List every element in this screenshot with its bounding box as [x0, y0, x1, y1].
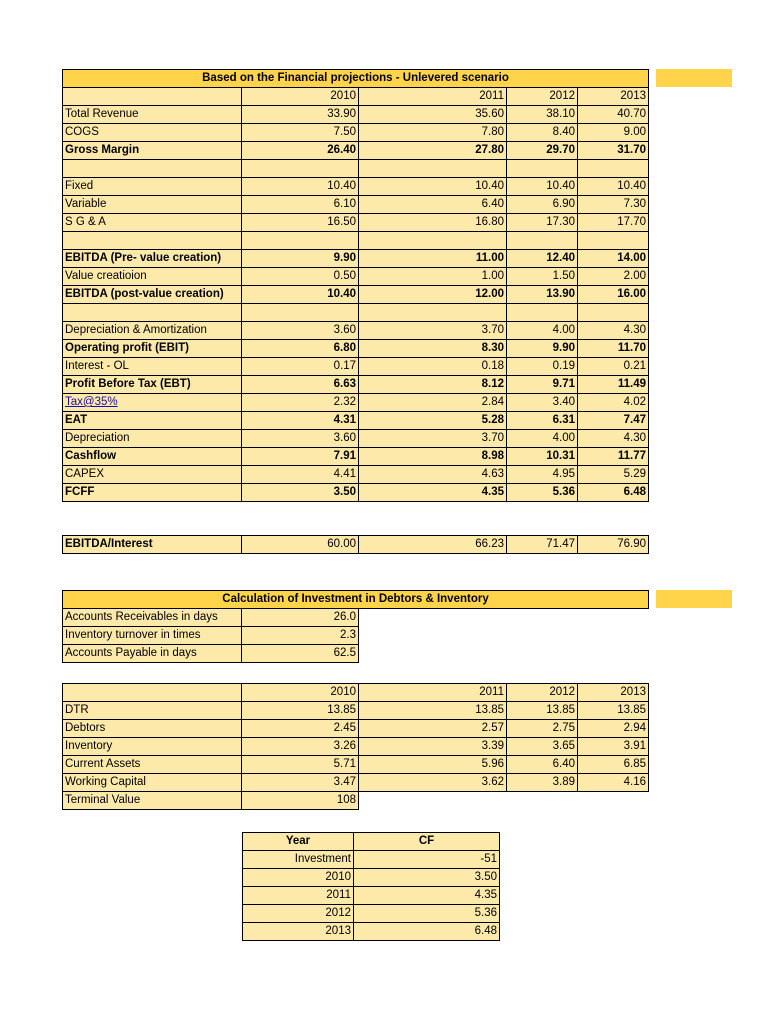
cell-value: 6.10: [242, 196, 359, 214]
cell-value: 29.70: [507, 142, 578, 160]
table-row: [63, 720, 649, 738]
year-header: 2011: [359, 88, 507, 106]
cell-value: 5.29: [578, 466, 649, 484]
row-label: Operating profit (EBIT): [63, 340, 242, 358]
param-label: Inventory turnover in times: [63, 627, 242, 645]
table-row: [243, 887, 500, 905]
cell-value: 17.70: [578, 214, 649, 232]
cell-value: 60.00: [242, 536, 359, 554]
row-label: Current Assets: [63, 756, 242, 774]
param-value: 26.0: [242, 609, 359, 627]
year-header: 2010: [242, 684, 359, 702]
row-label: S G & A: [63, 214, 242, 232]
cell-value: 33.90: [242, 106, 359, 124]
spacer-row: [63, 304, 649, 322]
row-label: EBITDA (Pre- value creation): [63, 250, 242, 268]
cell-value: 3.65: [507, 738, 578, 756]
row-label: Variable: [63, 196, 242, 214]
cell-value: 9.90: [242, 250, 359, 268]
cell-value: 3.60: [242, 430, 359, 448]
cell-value: 11.00: [359, 250, 507, 268]
ratio-table: [62, 535, 649, 554]
param-value: 2.3: [242, 627, 359, 645]
cashflow-header: [243, 833, 500, 851]
param-label: Accounts Payable in days: [63, 645, 242, 663]
table-row: [63, 774, 649, 792]
cell-value: 4.02: [578, 394, 649, 412]
empty-cell: [242, 304, 359, 322]
year-header-blank: [63, 684, 242, 702]
table-row: [63, 412, 649, 430]
projections-year-header: [63, 88, 649, 106]
cell-value: 13.85: [359, 702, 507, 720]
cell-value: 0.19: [507, 358, 578, 376]
year-header: 2011: [359, 684, 507, 702]
cell-value: 8.12: [359, 376, 507, 394]
cell-value: 5.36: [507, 484, 578, 502]
cell-value: 3.62: [359, 774, 507, 792]
cell-value: 11.49: [578, 376, 649, 394]
cell-value: 4.00: [507, 322, 578, 340]
row-label: CAPEX: [63, 466, 242, 484]
cell-value: 6.40: [359, 196, 507, 214]
cell-value: 3.26: [242, 738, 359, 756]
header-cf: CF: [354, 833, 500, 851]
table-row: [63, 466, 649, 484]
table-row: [63, 448, 649, 466]
cell-value: 12.40: [507, 250, 578, 268]
table-row: [63, 250, 649, 268]
cell-value: 3.40: [507, 394, 578, 412]
cell-value: 13.85: [507, 702, 578, 720]
row-label: Profit Before Tax (EBT): [63, 376, 242, 394]
cell-value: 6.31: [507, 412, 578, 430]
cell-value: 10.40: [359, 178, 507, 196]
projections-title: Based on the Financial projections - Unlevered scenario: [63, 70, 649, 88]
empty-cell: [578, 160, 649, 178]
cell-value: 1.00: [359, 268, 507, 286]
table-row: [63, 106, 649, 124]
row-label: Inventory: [63, 738, 242, 756]
cell-value: 2.94: [578, 720, 649, 738]
cell-value: 13.85: [578, 702, 649, 720]
cell-value: 4.00: [507, 430, 578, 448]
cell-value: 14.00: [578, 250, 649, 268]
cell-value: 3.39: [359, 738, 507, 756]
working-capital-block: [62, 683, 649, 810]
cell-value: 4.95: [507, 466, 578, 484]
investment-block: [62, 590, 649, 663]
cell-value: 10.40: [507, 178, 578, 196]
empty-cell: [242, 160, 359, 178]
row-label: DTR: [63, 702, 242, 720]
ratio-block: [62, 535, 649, 554]
year-header: 2012: [507, 684, 578, 702]
cell-value: 3.70: [359, 430, 507, 448]
table-row: [63, 627, 359, 645]
cell-value: 7.47: [578, 412, 649, 430]
empty-cell: [578, 232, 649, 250]
cell-value: 0.17: [242, 358, 359, 376]
table-row: [63, 268, 649, 286]
cell-value: 0.21: [578, 358, 649, 376]
cell-value: 12.00: [359, 286, 507, 304]
cf-year: Investment: [243, 851, 354, 869]
cell-value: 2.32: [242, 394, 359, 412]
cell-value: 10.40: [242, 286, 359, 304]
spacer-row: [63, 160, 649, 178]
title-bar-extension: [656, 69, 732, 87]
row-label: EBITDA/Interest: [63, 536, 242, 554]
cell-value: 4.63: [359, 466, 507, 484]
table-row: [63, 178, 649, 196]
cell-value: 4.30: [578, 430, 649, 448]
cf-value: 5.36: [354, 905, 500, 923]
cell-value: 10.40: [578, 178, 649, 196]
cf-value: 6.48: [354, 923, 500, 941]
table-row: [63, 645, 359, 663]
header-year: Year: [243, 833, 354, 851]
row-label: FCFF: [63, 484, 242, 502]
empty-cell: [242, 232, 359, 250]
cell-value: 108: [242, 792, 359, 810]
table-row: [63, 609, 359, 627]
cell-value: 9.90: [507, 340, 578, 358]
year-header: 2012: [507, 88, 578, 106]
cell-value: 4.41: [242, 466, 359, 484]
empty-cell: [359, 232, 507, 250]
cell-value: 6.63: [242, 376, 359, 394]
row-label: Interest - OL: [63, 358, 242, 376]
tax-link[interactable]: Tax@35%: [65, 396, 118, 408]
year-header: 2013: [578, 88, 649, 106]
table-row: [243, 905, 500, 923]
table-row: [243, 851, 500, 869]
cell-value: 0.50: [242, 268, 359, 286]
cell-value: 3.60: [242, 322, 359, 340]
cell-value: 17.30: [507, 214, 578, 232]
cell-value: 5.71: [242, 756, 359, 774]
cell-value: 31.70: [578, 142, 649, 160]
projections-table: [62, 69, 649, 502]
row-label: EAT: [63, 412, 242, 430]
empty-cell: [578, 304, 649, 322]
cell-value: 4.31: [242, 412, 359, 430]
table-row: [63, 142, 649, 160]
cell-value: 71.47: [507, 536, 578, 554]
table-row: [63, 124, 649, 142]
cell-value: 6.80: [242, 340, 359, 358]
cell-value: 11.77: [578, 448, 649, 466]
cell-value: 13.90: [507, 286, 578, 304]
cf-year: 2013: [243, 923, 354, 941]
cell-value: 4.30: [578, 322, 649, 340]
cell-value: 16.00: [578, 286, 649, 304]
row-label: [63, 394, 242, 412]
table-row: [243, 923, 500, 941]
cell-value: 9.71: [507, 376, 578, 394]
title-bar-extension-2: [656, 590, 732, 608]
table-row: [63, 484, 649, 502]
cell-value: 8.98: [359, 448, 507, 466]
cell-value: 8.40: [507, 124, 578, 142]
table-row: [63, 738, 649, 756]
cashflow-table: [242, 832, 500, 941]
year-header-blank: [63, 88, 242, 106]
cell-value: 2.45: [242, 720, 359, 738]
empty-cell: [63, 232, 242, 250]
cell-value: 38.10: [507, 106, 578, 124]
table-row: [63, 340, 649, 358]
wc-year-header: [63, 684, 649, 702]
row-label: Cashflow: [63, 448, 242, 466]
cell-value: 7.80: [359, 124, 507, 142]
cell-value: 4.35: [359, 484, 507, 502]
cell-value: 7.30: [578, 196, 649, 214]
cell-value: 40.70: [578, 106, 649, 124]
cf-value: 4.35: [354, 887, 500, 905]
cell-value: 76.90: [578, 536, 649, 554]
cell-value: 0.18: [359, 358, 507, 376]
param-label: Accounts Receivables in days: [63, 609, 242, 627]
cell-value: 10.40: [242, 178, 359, 196]
table-row: [63, 286, 649, 304]
table-row: [63, 792, 649, 810]
cell-value: 66.23: [359, 536, 507, 554]
investment-params-table: [62, 590, 649, 609]
cell-value: 3.47: [242, 774, 359, 792]
cf-value: 3.50: [354, 869, 500, 887]
cell-value: 2.75: [507, 720, 578, 738]
row-label: COGS: [63, 124, 242, 142]
cell-value: 3.91: [578, 738, 649, 756]
cell-value: 6.90: [507, 196, 578, 214]
cf-value: -51: [354, 851, 500, 869]
cell-value: 5.96: [359, 756, 507, 774]
cell-value: 2.84: [359, 394, 507, 412]
cell-value: 1.50: [507, 268, 578, 286]
row-label: Gross Margin: [63, 142, 242, 160]
cell-value: 13.85: [242, 702, 359, 720]
cell-value: 3.50: [242, 484, 359, 502]
cell-value: 5.28: [359, 412, 507, 430]
table-row: [63, 376, 649, 394]
row-label: Depreciation & Amortization: [63, 322, 242, 340]
table-row: [63, 702, 649, 720]
year-header: 2013: [578, 684, 649, 702]
empty-cell: [359, 792, 649, 810]
cell-value: 6.85: [578, 756, 649, 774]
cf-year: 2012: [243, 905, 354, 923]
cell-value: 16.80: [359, 214, 507, 232]
table-row: [63, 214, 649, 232]
table-row: [63, 322, 649, 340]
row-label: Terminal Value: [63, 792, 242, 810]
row-label: Value creatioion: [63, 268, 242, 286]
cell-value: 7.91: [242, 448, 359, 466]
row-label: Working Capital: [63, 774, 242, 792]
table-row: [63, 536, 649, 554]
cell-value: 27.80: [359, 142, 507, 160]
cell-value: 2.57: [359, 720, 507, 738]
table-row: [243, 869, 500, 887]
cashflow-block: [242, 832, 500, 941]
empty-cell: [63, 160, 242, 178]
row-label: Depreciation: [63, 430, 242, 448]
empty-cell: [507, 160, 578, 178]
spacer-row: [63, 232, 649, 250]
cf-year: 2010: [243, 869, 354, 887]
cell-value: 8.30: [359, 340, 507, 358]
cell-value: 3.89: [507, 774, 578, 792]
cell-value: 7.50: [242, 124, 359, 142]
cell-value: 16.50: [242, 214, 359, 232]
empty-cell: [359, 304, 507, 322]
working-capital-table: [62, 683, 649, 810]
cell-value: 3.70: [359, 322, 507, 340]
table-row: [63, 196, 649, 214]
empty-cell: [359, 160, 507, 178]
row-label: Total Revenue: [63, 106, 242, 124]
cell-value: 26.40: [242, 142, 359, 160]
cell-value: 2.00: [578, 268, 649, 286]
cell-value: 6.40: [507, 756, 578, 774]
row-label: EBITDA (post-value creation): [63, 286, 242, 304]
cell-value: 6.48: [578, 484, 649, 502]
empty-cell: [507, 232, 578, 250]
empty-cell: [507, 304, 578, 322]
row-label: Debtors: [63, 720, 242, 738]
cf-year: 2011: [243, 887, 354, 905]
param-value: 62.5: [242, 645, 359, 663]
row-label: Fixed: [63, 178, 242, 196]
year-header: 2010: [242, 88, 359, 106]
table-row: [63, 430, 649, 448]
cell-value: 4.16: [578, 774, 649, 792]
cell-value: 10.31: [507, 448, 578, 466]
investment-params: [62, 608, 359, 663]
cell-value: 35.60: [359, 106, 507, 124]
table-row: [63, 358, 649, 376]
cell-value: 9.00: [578, 124, 649, 142]
investment-title: Calculation of Investment in Debtors & Inventory: [63, 591, 649, 609]
empty-cell: [63, 304, 242, 322]
projections-block: [62, 69, 649, 502]
table-row: [63, 394, 649, 412]
table-row: [63, 756, 649, 774]
cell-value: 11.70: [578, 340, 649, 358]
